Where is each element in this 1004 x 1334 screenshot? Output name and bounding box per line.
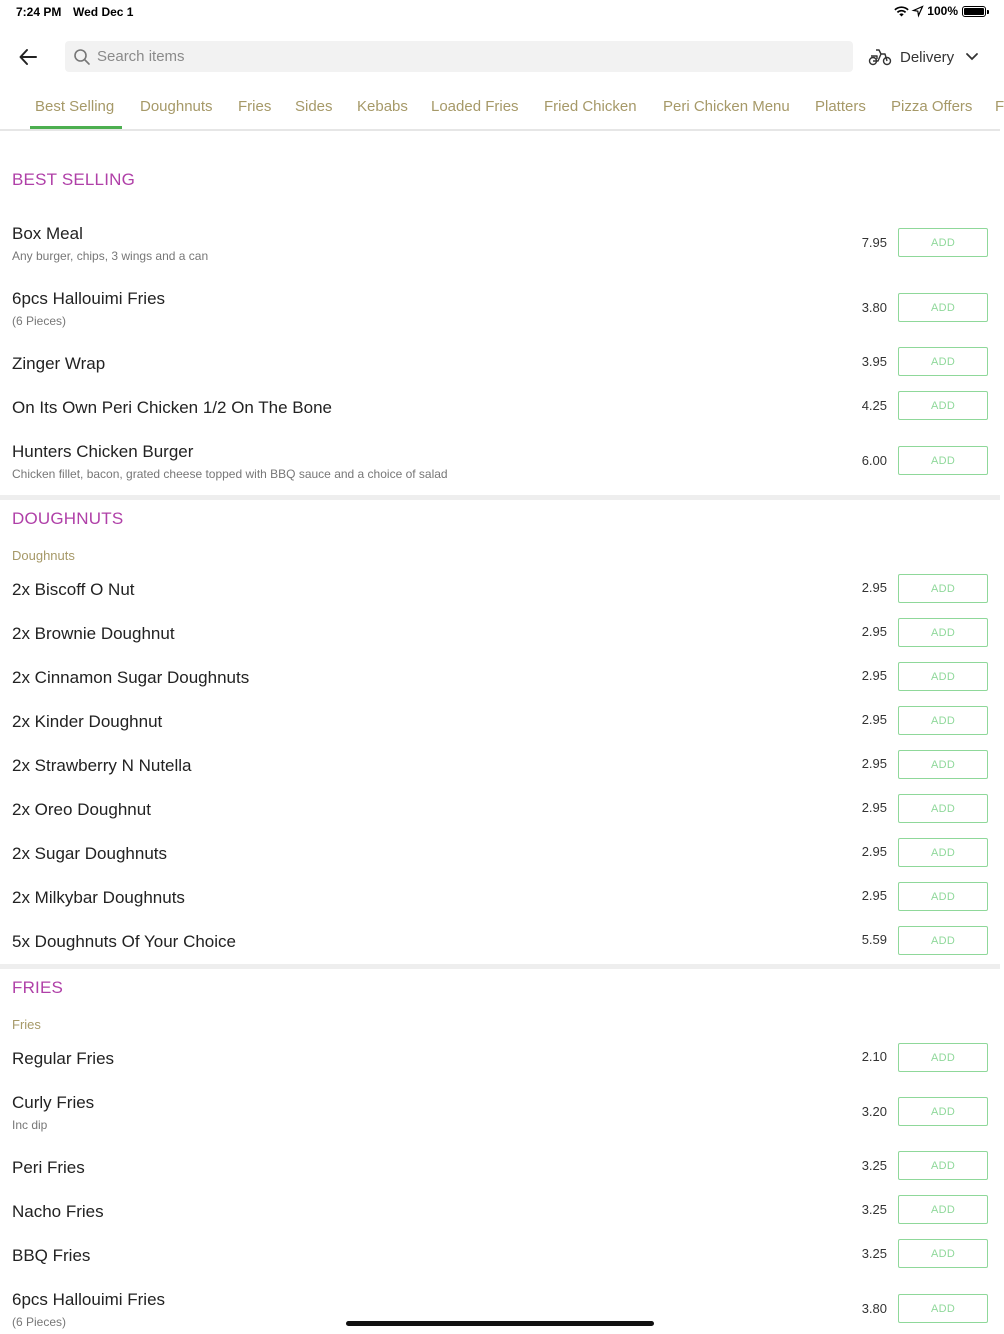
item-name[interactable]: 2x Strawberry N Nutella bbox=[12, 756, 192, 775]
item-name[interactable]: Nacho Fries bbox=[12, 1202, 104, 1221]
scooter-icon bbox=[868, 48, 892, 66]
tab-best-selling[interactable]: Best Selling bbox=[35, 98, 115, 115]
add-button[interactable]: ADD bbox=[898, 838, 988, 867]
tab-pizza-offers[interactable]: Pizza Offers bbox=[891, 98, 973, 115]
add-button[interactable]: ADD bbox=[898, 926, 988, 955]
back-arrow-icon[interactable] bbox=[16, 44, 42, 70]
tab-loaded-fries[interactable]: Loaded Fries bbox=[431, 98, 519, 115]
add-button[interactable]: ADD bbox=[898, 1151, 988, 1180]
tab-doughnuts[interactable]: Doughnuts bbox=[140, 98, 213, 115]
add-button[interactable]: ADD bbox=[898, 1195, 988, 1224]
section-title-doughnuts: DOUGHNUTS bbox=[12, 509, 124, 528]
section-title-fries: FRIES bbox=[12, 978, 64, 997]
add-button[interactable]: ADD bbox=[898, 446, 988, 475]
item-name[interactable]: Peri Fries bbox=[12, 1158, 85, 1177]
item-price: 6.00 bbox=[861, 453, 887, 468]
home-indicator bbox=[346, 1321, 654, 1326]
delivery-label: Delivery bbox=[900, 48, 955, 66]
tab-platters[interactable]: Platters bbox=[815, 98, 866, 115]
item-price: 2.10 bbox=[861, 1049, 887, 1064]
item-name[interactable]: Regular Fries bbox=[12, 1049, 115, 1068]
item-name[interactable]: BBQ Fries bbox=[12, 1246, 91, 1265]
tab-kebabs[interactable]: Kebabs bbox=[357, 98, 408, 115]
item-price: 4.25 bbox=[861, 398, 887, 413]
add-button[interactable]: ADD bbox=[898, 1097, 988, 1126]
item-price: 2.95 bbox=[861, 844, 887, 859]
add-button[interactable]: ADD bbox=[898, 1043, 988, 1072]
status-indicators bbox=[894, 4, 986, 18]
add-button[interactable]: ADD bbox=[898, 228, 988, 257]
item-name[interactable]: 5x Doughnuts Of Your Choice bbox=[12, 932, 236, 951]
item-price: 3.25 bbox=[861, 1158, 887, 1173]
status-time: 7:24 PM bbox=[16, 5, 62, 19]
section-divider bbox=[0, 964, 1000, 969]
delivery-selector[interactable] bbox=[868, 42, 978, 72]
active-tab-indicator bbox=[30, 126, 122, 129]
status-bar bbox=[0, 0, 1000, 26]
item-name[interactable]: Box Meal bbox=[12, 224, 83, 243]
item-price: 2.95 bbox=[861, 756, 887, 771]
tab-peri-chicken-menu[interactable]: Peri Chicken Menu bbox=[663, 98, 790, 115]
search-input[interactable] bbox=[97, 48, 797, 65]
add-button[interactable]: ADD bbox=[898, 1294, 988, 1323]
subcategory-label: Fries bbox=[12, 1017, 41, 1032]
item-price: 2.95 bbox=[861, 668, 887, 683]
item-name[interactable]: Curly Fries bbox=[12, 1093, 95, 1112]
item-name[interactable]: 2x Brownie Doughnut bbox=[12, 624, 175, 643]
item-name[interactable]: 2x Oreo Doughnut bbox=[12, 800, 151, 819]
item-name[interactable]: 2x Kinder Doughnut bbox=[12, 712, 163, 731]
add-button[interactable]: ADD bbox=[898, 347, 988, 376]
chevron-down-icon bbox=[966, 53, 978, 61]
wifi-icon bbox=[894, 6, 909, 17]
item-description: (6 Pieces) bbox=[12, 1315, 67, 1329]
item-name[interactable]: 2x Biscoff O Nut bbox=[12, 580, 135, 599]
item-name[interactable]: 2x Cinnamon Sugar Doughnuts bbox=[12, 668, 250, 687]
subcategory-label: Doughnuts bbox=[12, 548, 75, 563]
item-description: Any burger, chips, 3 wings and a can bbox=[12, 249, 209, 263]
battery-percent: 100% bbox=[927, 4, 958, 18]
tab-fries[interactable]: Fries bbox=[238, 98, 272, 115]
search-bar[interactable] bbox=[65, 41, 853, 72]
add-button[interactable]: ADD bbox=[898, 706, 988, 735]
tab-next-category[interactable]: F bbox=[995, 98, 1004, 115]
item-price: 3.20 bbox=[861, 1104, 887, 1119]
item-price: 2.95 bbox=[861, 580, 887, 595]
location-arrow-icon bbox=[913, 6, 923, 16]
item-name[interactable]: 6pcs Hallouimi Fries bbox=[12, 1290, 166, 1309]
add-button[interactable]: ADD bbox=[898, 293, 988, 322]
add-button[interactable]: ADD bbox=[898, 618, 988, 647]
status-date: Wed Dec 1 bbox=[73, 5, 134, 19]
item-description: Chicken fillet, bacon, grated cheese topped with BBQ sauce and a choice of salad bbox=[12, 467, 448, 481]
item-price: 5.59 bbox=[861, 932, 887, 947]
item-name[interactable]: 2x Milkybar Doughnuts bbox=[12, 888, 185, 907]
item-price: 2.95 bbox=[861, 888, 887, 903]
item-name[interactable]: Hunters Chicken Burger bbox=[12, 442, 194, 461]
item-description: Inc dip bbox=[12, 1118, 48, 1132]
add-button[interactable]: ADD bbox=[898, 750, 988, 779]
item-name[interactable]: 6pcs Hallouimi Fries bbox=[12, 289, 166, 308]
item-description: (6 Pieces) bbox=[12, 314, 67, 328]
add-button[interactable]: ADD bbox=[898, 574, 988, 603]
item-price: 3.25 bbox=[861, 1246, 887, 1261]
add-button[interactable]: ADD bbox=[898, 882, 988, 911]
item-name[interactable]: 2x Sugar Doughnuts bbox=[12, 844, 167, 863]
search-icon bbox=[73, 48, 91, 66]
add-button[interactable]: ADD bbox=[898, 391, 988, 420]
add-button[interactable]: ADD bbox=[898, 794, 988, 823]
section-divider bbox=[0, 495, 1000, 500]
add-button[interactable]: ADD bbox=[898, 1239, 988, 1268]
item-price: 2.95 bbox=[861, 624, 887, 639]
menu-list bbox=[0, 132, 1000, 1334]
top-bar bbox=[0, 40, 1000, 74]
item-price: 3.95 bbox=[861, 354, 887, 369]
tab-fried-chicken[interactable]: Fried Chicken bbox=[544, 98, 637, 115]
item-price: 3.25 bbox=[861, 1202, 887, 1217]
item-name[interactable]: Zinger Wrap bbox=[12, 354, 106, 373]
add-button[interactable]: ADD bbox=[898, 662, 988, 691]
item-price: 7.95 bbox=[861, 235, 887, 250]
item-price: 2.95 bbox=[861, 712, 887, 727]
item-price: 3.80 bbox=[861, 300, 887, 315]
item-price: 3.80 bbox=[861, 1301, 887, 1316]
battery-icon bbox=[962, 6, 986, 17]
category-tabs bbox=[0, 88, 1004, 131]
tab-sides[interactable]: Sides bbox=[295, 98, 333, 115]
item-name[interactable]: On Its Own Peri Chicken 1/2 On The Bone bbox=[12, 398, 333, 417]
section-title-best-selling: BEST SELLING bbox=[12, 170, 136, 189]
item-price: 2.95 bbox=[861, 800, 887, 815]
